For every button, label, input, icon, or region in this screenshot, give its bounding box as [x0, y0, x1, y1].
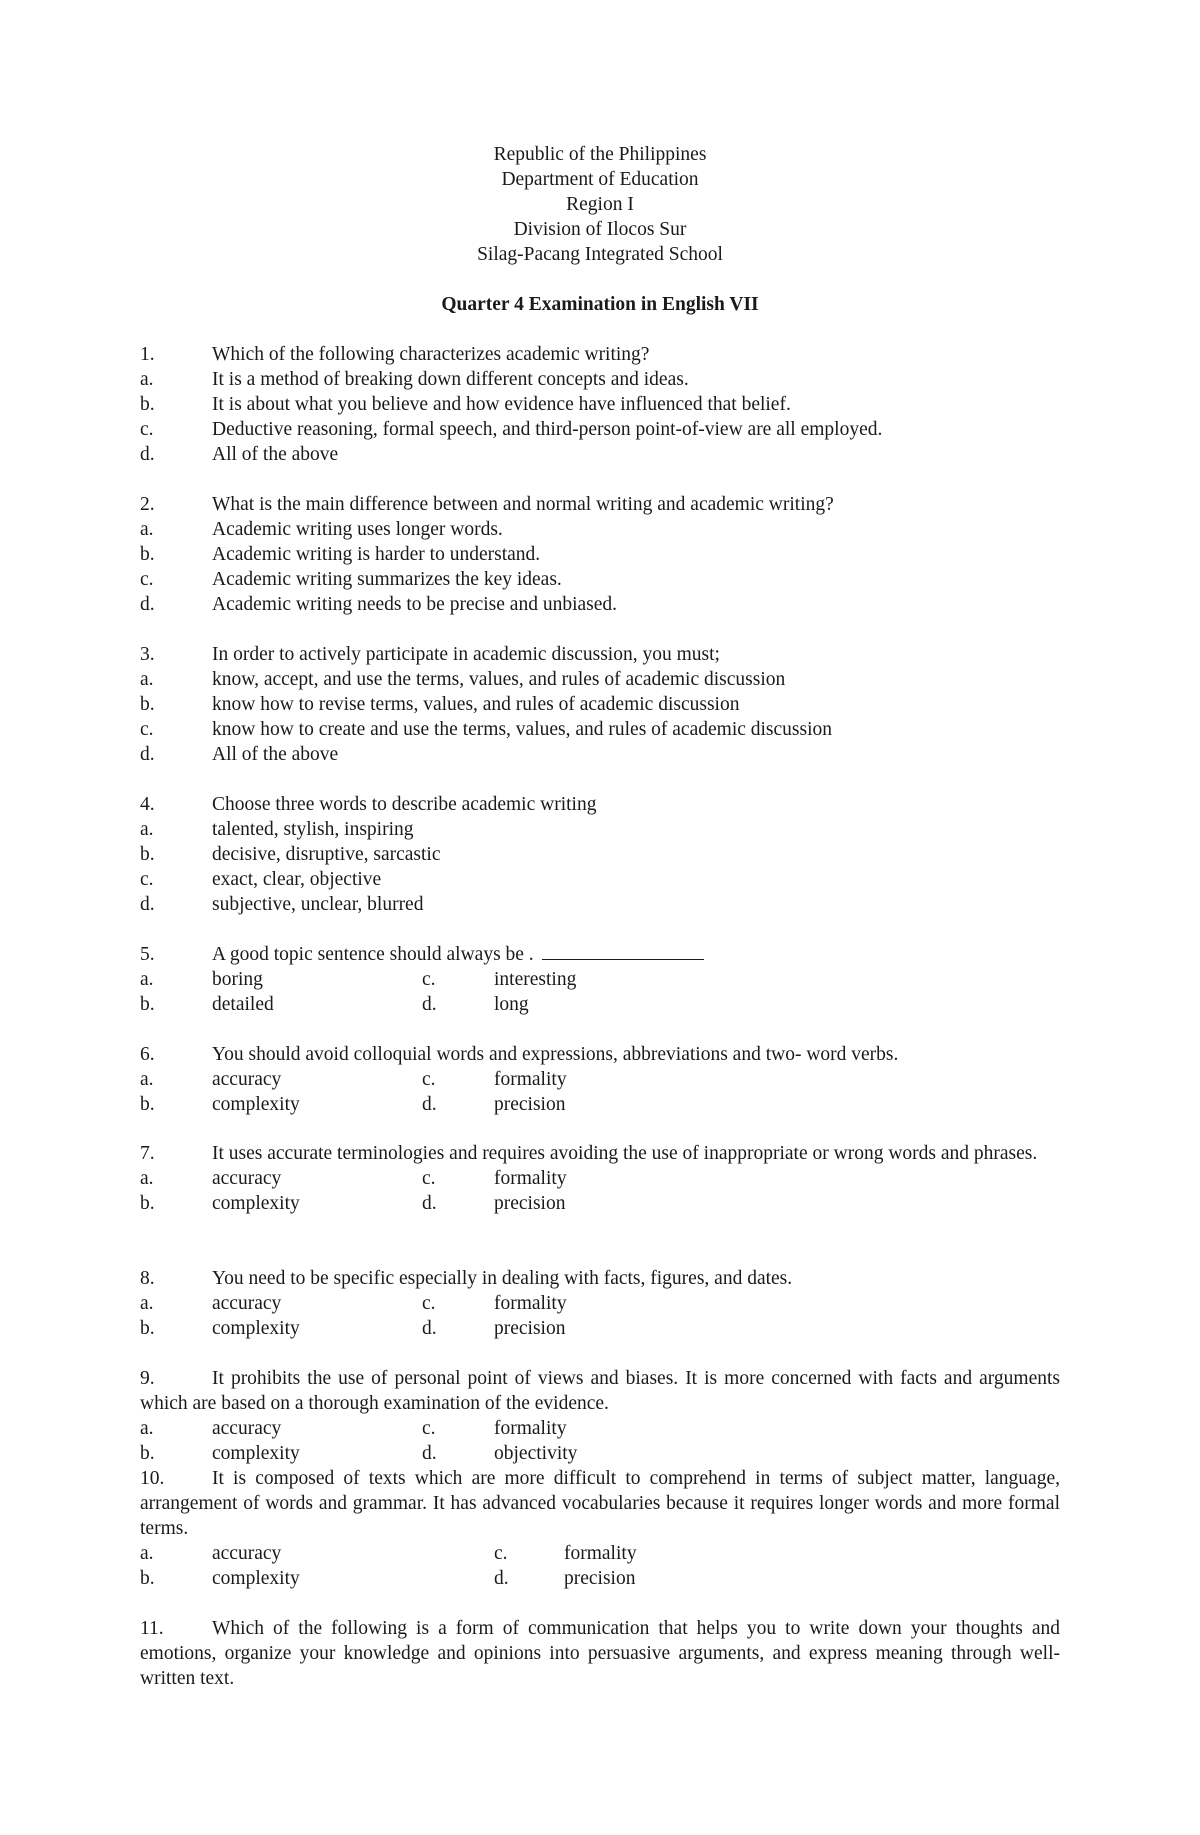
option-d	[140, 592, 1060, 617]
header-line-division: Division of Ilocos Sur	[513, 219, 687, 240]
question-1	[140, 342, 1060, 467]
option-label: a.	[140, 1543, 154, 1564]
option-text: Deductive reasoning, formal speech, and third-person point-of-view are all employed.	[212, 419, 883, 440]
question-number: 2.	[140, 494, 155, 515]
option-label: a.	[140, 1168, 154, 1189]
option-text: decisive, disruptive, sarcastic	[212, 844, 441, 865]
option-text: Academic writing is harder to understand.	[212, 544, 541, 565]
option-label: c.	[422, 969, 436, 990]
option-label: c.	[422, 1168, 436, 1189]
question-number: 7.	[140, 1143, 155, 1164]
option-text: accuracy	[212, 1543, 282, 1564]
option-text: subjective, unclear, blurred	[212, 894, 424, 915]
question-text: In order to actively participate in academic discussion, you must;	[212, 644, 720, 665]
question-text: You need to be specific especially in dealing with facts, figures, and dates.	[212, 1268, 793, 1289]
option-d	[140, 442, 1060, 467]
option-label: d.	[422, 994, 437, 1015]
option-text: complexity	[212, 1568, 300, 1589]
question-text: It is composed of texts which are more difficult to comprehend in terms of subject matter, language, arrangement of words and grammar. It has advanced vocabularies because it requires longer words and more formal terms.	[140, 1468, 1060, 1539]
question-text: A good topic sentence should always be .	[212, 944, 534, 965]
option-text: objectivity	[494, 1443, 578, 1464]
option-label: d.	[140, 894, 155, 915]
option-label: a.	[140, 1418, 154, 1439]
option-label: b.	[140, 1568, 155, 1589]
question-9	[140, 1366, 1060, 1466]
option-text: formality	[494, 1418, 567, 1439]
option-label: d.	[422, 1094, 437, 1115]
option-text: detailed	[212, 994, 274, 1015]
header-line-region: Region I	[566, 194, 634, 215]
header-line-republic: Republic of the Philippines	[493, 144, 707, 165]
question-number: 10.	[140, 1468, 165, 1489]
option-label: c.	[422, 1293, 436, 1314]
option-b	[140, 842, 1060, 867]
question-7	[140, 1141, 1060, 1216]
question-text: What is the main difference between and normal writing and academic writing?	[212, 494, 834, 515]
option-label: b.	[140, 844, 155, 865]
option-label: c.	[422, 1069, 436, 1090]
question-paragraph	[140, 1466, 1060, 1541]
option-text: It is about what you believe and how evidence have influenced that belief.	[212, 394, 791, 415]
option-text: precision	[494, 1094, 566, 1115]
question-8	[140, 1266, 1060, 1341]
option-a	[140, 517, 1060, 542]
option-c	[140, 567, 1060, 592]
question-2	[140, 492, 1060, 617]
question-text: Which of the following is a form of communication that helps you to write down your thoughts and emotions, organize your knowledge and opinions into persuasive arguments, and express meaning through well-written text.	[140, 1618, 1060, 1689]
option-text: formality	[564, 1543, 637, 1564]
option-text: accuracy	[212, 1168, 282, 1189]
option-text: precision	[494, 1193, 566, 1214]
option-text: complexity	[212, 1193, 300, 1214]
option-text: accuracy	[212, 1293, 282, 1314]
option-row-bd	[140, 1092, 1060, 1117]
option-label: d.	[422, 1318, 437, 1339]
option-text: accuracy	[212, 1069, 282, 1090]
option-label: b.	[140, 1318, 155, 1339]
option-label: c.	[422, 1418, 436, 1439]
question-3	[140, 642, 1060, 767]
option-label: b.	[140, 394, 155, 415]
header-line-department: Department of Education	[501, 169, 699, 190]
option-text: exact, clear, objective	[212, 869, 382, 890]
option-text: Academic writing uses longer words.	[212, 519, 503, 540]
option-b	[140, 692, 1060, 717]
option-text: know how to create and use the terms, values, and rules of academic discussion	[212, 719, 833, 740]
question-number: 11.	[140, 1618, 164, 1639]
option-label: b.	[140, 994, 155, 1015]
exam-title: Quarter 4 Examination in English VII	[441, 294, 759, 315]
option-label: a.	[140, 669, 154, 690]
option-label: d.	[140, 444, 155, 465]
option-text: It is a method of breaking down different concepts and ideas.	[212, 369, 689, 390]
option-row-ac	[140, 1541, 1060, 1566]
question-text: It prohibits the use of personal point of views and biases. It is more concerned with facts and arguments which are based on a thorough examination of the evidence.	[140, 1368, 1060, 1414]
option-row-bd	[140, 1566, 1060, 1591]
option-row-bd	[140, 1441, 1060, 1466]
option-text: formality	[494, 1168, 567, 1189]
answer-blank-line	[542, 947, 704, 960]
question-number: 1.	[140, 344, 155, 365]
option-text: precision	[494, 1318, 566, 1339]
option-text: formality	[494, 1069, 567, 1090]
option-d	[140, 742, 1060, 767]
question-paragraph	[140, 1366, 1060, 1416]
option-label: b.	[140, 694, 155, 715]
option-label: a.	[140, 519, 154, 540]
option-row-ac	[140, 1166, 1060, 1191]
question-number: 4.	[140, 794, 155, 815]
option-c	[140, 717, 1060, 742]
option-label: b.	[140, 1193, 155, 1214]
question-text: Choose three words to describe academic writing	[212, 794, 597, 815]
option-text: know, accept, and use the terms, values, and rules of academic discussion	[212, 669, 786, 690]
option-b	[140, 392, 1060, 417]
option-text: Academic writing needs to be precise and unbiased.	[212, 594, 618, 615]
option-d	[140, 892, 1060, 917]
option-label: d.	[422, 1443, 437, 1464]
option-label: a.	[140, 1069, 154, 1090]
option-label: d.	[494, 1568, 509, 1589]
option-label: a.	[140, 369, 154, 390]
option-label: a.	[140, 1293, 154, 1314]
option-label: b.	[140, 544, 155, 565]
question-6	[140, 1042, 1060, 1117]
option-label: c.	[494, 1543, 508, 1564]
question-number: 9.	[140, 1368, 155, 1389]
option-text: interesting	[494, 969, 577, 990]
question-10	[140, 1466, 1060, 1591]
option-text: boring	[212, 969, 263, 990]
option-text: complexity	[212, 1318, 300, 1339]
option-row-ac	[140, 1291, 1060, 1316]
option-text: precision	[564, 1568, 636, 1589]
option-text: know how to revise terms, values, and rules of academic discussion	[212, 694, 740, 715]
option-text: complexity	[212, 1094, 300, 1115]
question-number: 8.	[140, 1268, 155, 1289]
option-label: b.	[140, 1443, 155, 1464]
question-5	[140, 942, 1060, 1017]
option-label: c.	[140, 869, 154, 890]
option-text: talented, stylish, inspiring	[212, 819, 414, 840]
question-number: 5.	[140, 944, 155, 965]
option-a	[140, 367, 1060, 392]
option-text: complexity	[212, 1443, 300, 1464]
option-row-ac	[140, 967, 1060, 992]
question-number: 3.	[140, 644, 155, 665]
option-b	[140, 542, 1060, 567]
option-label: a.	[140, 969, 154, 990]
option-label: c.	[140, 569, 154, 590]
option-text: Academic writing summarizes the key ideas.	[212, 569, 562, 590]
header-line-school: Silag-Pacang Integrated School	[477, 244, 723, 265]
option-c	[140, 867, 1060, 892]
option-text: All of the above	[212, 444, 339, 465]
option-text: All of the above	[212, 744, 339, 765]
option-row-ac	[140, 1416, 1060, 1441]
question-text: It uses accurate terminologies and requires avoiding the use of inappropriate or wrong words and phrases.	[212, 1143, 1038, 1164]
option-c	[140, 417, 1060, 442]
option-text: long	[494, 994, 529, 1015]
option-a	[140, 667, 1060, 692]
option-label: d.	[422, 1193, 437, 1214]
school-header	[0, 142, 1200, 267]
option-row-bd	[140, 1191, 1060, 1216]
question-11	[140, 1616, 1060, 1691]
option-label: b.	[140, 1094, 155, 1115]
option-label: c.	[140, 719, 154, 740]
option-row-bd	[140, 992, 1060, 1017]
question-paragraph	[140, 1141, 1060, 1166]
option-label: d.	[140, 744, 155, 765]
option-label: d.	[140, 594, 155, 615]
question-paragraph	[140, 1616, 1060, 1691]
question-4	[140, 792, 1060, 917]
question-text: Which of the following characterizes academic writing?	[212, 344, 650, 365]
option-a	[140, 817, 1060, 842]
question-text: You should avoid colloquial words and expressions, abbreviations and two- word verbs.	[212, 1044, 899, 1065]
option-label: a.	[140, 819, 154, 840]
question-number: 6.	[140, 1044, 155, 1065]
option-row-ac	[140, 1067, 1060, 1092]
option-label: c.	[140, 419, 154, 440]
option-text: accuracy	[212, 1418, 282, 1439]
option-text: formality	[494, 1293, 567, 1314]
option-row-bd	[140, 1316, 1060, 1341]
